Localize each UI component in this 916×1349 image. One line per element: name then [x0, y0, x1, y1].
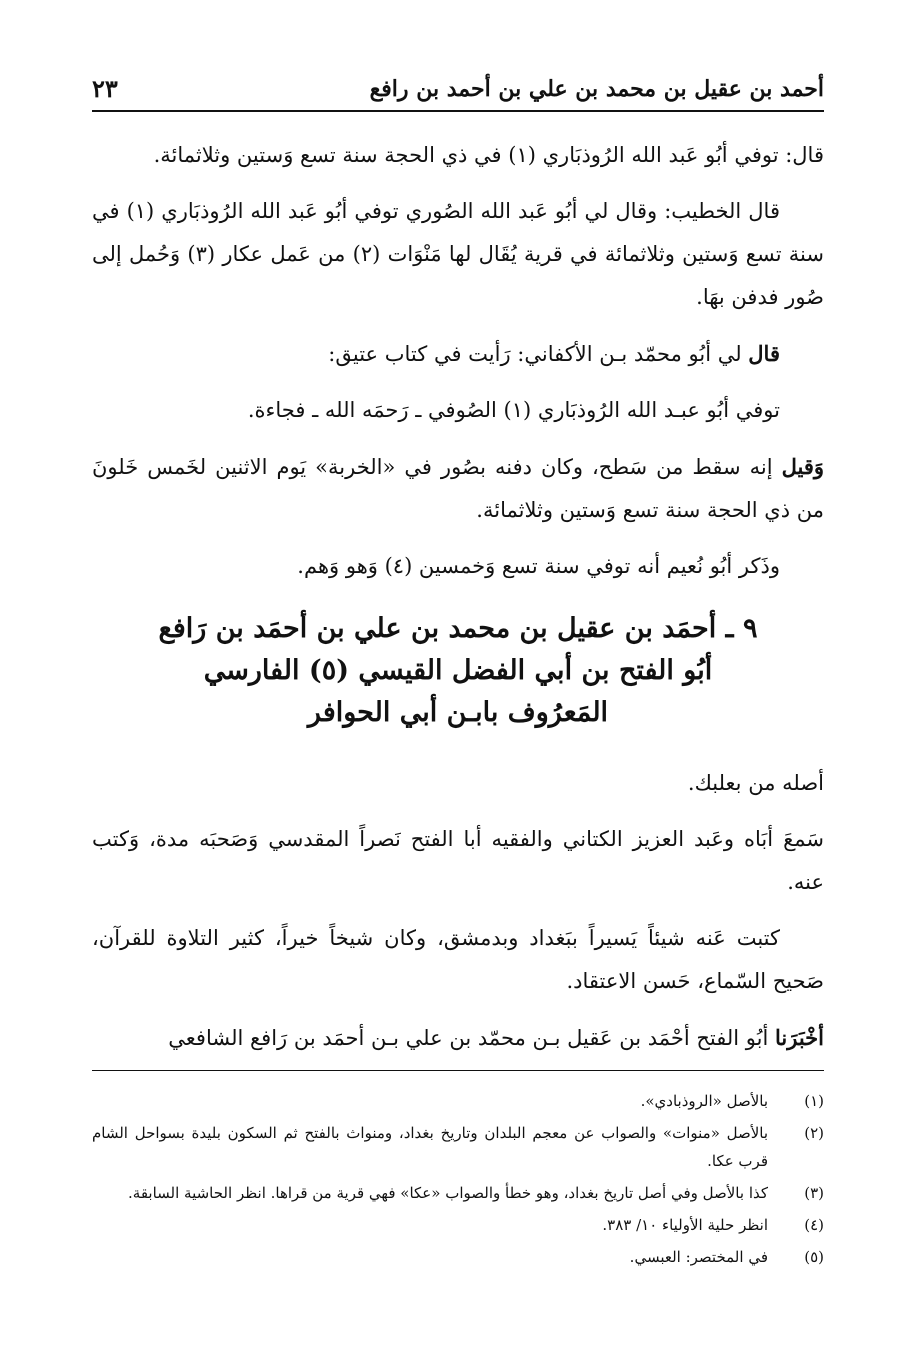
- paragraph-text: إنه سقط من سَطح، وكان دفنه بصُور في «الخربة» يَوم الاثنين لخَمس خَلونَ من ذي الحجة سنة تسع وَستين وثلاثمائة.: [92, 455, 824, 522]
- paragraph-text: أبُو الفتح أحْمَد بن عَقيل بـن محمّد بن علي بـن أحمَد بن رَافع الشافعي: [168, 1026, 776, 1050]
- page-header: [92, 62, 824, 112]
- paragraph-text: لي أبُو محمّد بـن الأكفاني: رَأيت في كتاب عتيق:: [328, 342, 749, 366]
- paragraph: قال الخطيب: وقال لي أبُو عَبد الله الصُوري توفي أبُو عَبد الله الرُوذبَاري (١) في سنة تسع وَستين وثلاثمائة في قرية يُقَال لها مَنْوَات (٢) من عَمل عكار (٣) وَحُمل إلى صُور فدفن بهَا.: [92, 199, 824, 309]
- footnote-number: (٤): [804, 1216, 824, 1234]
- footnote: [92, 1211, 824, 1239]
- paragraph-lead: أخْبَرَنا: [775, 1025, 824, 1050]
- footnote-text: بالأصل «الروذبادي».: [640, 1092, 768, 1110]
- paragraph: سَمعَ أبَاه وعَبد العزيز الكتاني والفقيه أبا الفتح نَصراً المقدسي وَصَحبَه مدة، وَكتب عنه.: [92, 827, 824, 894]
- footnote-text: كذا بالأصل وفي أصل تاريخ بغداد، وهو خطأ والصواب «عكا» فهي قرية من قراها. انظر الحاشية السابقة.: [128, 1184, 768, 1202]
- section-heading: [92, 608, 824, 734]
- paragraph-lead: قال: [748, 341, 780, 366]
- footnote: [92, 1119, 824, 1175]
- footnotes-section: [92, 1070, 824, 1275]
- running-title: أحمد بن عقيل بن محمد بن علي بن أحمد بن رافع: [369, 76, 824, 102]
- footnote-number: (٥): [804, 1248, 824, 1266]
- footnote-number: (١): [804, 1092, 824, 1110]
- paragraph: وذَكر أبُو نُعيم أنه توفي سنة تسع وَخمسين (٤) وَهو وَهم.: [297, 554, 780, 578]
- paragraph-lead: وَقيل: [781, 454, 824, 479]
- footnote: [92, 1243, 824, 1271]
- heading-line-1: ٩ ـ أحمَد بن عقيل بن محمد بن علي بن أحمَد بن رَافع: [158, 613, 758, 644]
- page-number: ٢٣: [92, 74, 118, 103]
- paragraph: [92, 1016, 824, 1060]
- footnote: [92, 1179, 824, 1207]
- footnote-text: انظر حلية الأولياء ١٠/ ٣٨٣.: [602, 1216, 768, 1234]
- footnote-text: في المختصر: العبسي.: [629, 1248, 768, 1266]
- paragraph: كتبت عَنه شيئاً يَسيراً ببَغداد وبدمشق، وكان شيخاً خيراً، كثير التلاوة للقرآن، صَحيح السّماع، حَسن الاعتقاد.: [92, 926, 824, 993]
- paragraph: [92, 445, 824, 532]
- paragraph: [92, 332, 824, 376]
- footnote-list: [92, 1071, 824, 1271]
- footnote-text: بالأصل «منوات» والصواب عن معجم البلدان وتاريخ بغداد، ومنواث بالفتح ثم السكون بليدة بسواحل الشام قرب عكا.: [92, 1124, 768, 1170]
- paragraph: توفي أبُو عبـد الله الرُوذبَاري (١) الصُوفي ـ رَحمَه الله ـ فجاءة.: [247, 398, 780, 422]
- heading-line-2: أبُو الفتح بن أبي الفضل القيسي (٥) الفارسي: [203, 655, 713, 686]
- paragraph: أصله من بعلبك.: [687, 771, 824, 795]
- paragraph: قال: توفي أبُو عَبد الله الرُوذبَاري (١) في ذي الحجة سنة تسع وَستين وثلاثمائة.: [153, 143, 824, 167]
- heading-line-3: المَعرُوف بابـن أبي الحوافر: [307, 697, 609, 728]
- footnote-number: (٢): [804, 1124, 824, 1142]
- main-text: [92, 134, 824, 1073]
- footnote: [92, 1087, 824, 1115]
- footnote-number: (٣): [804, 1184, 824, 1202]
